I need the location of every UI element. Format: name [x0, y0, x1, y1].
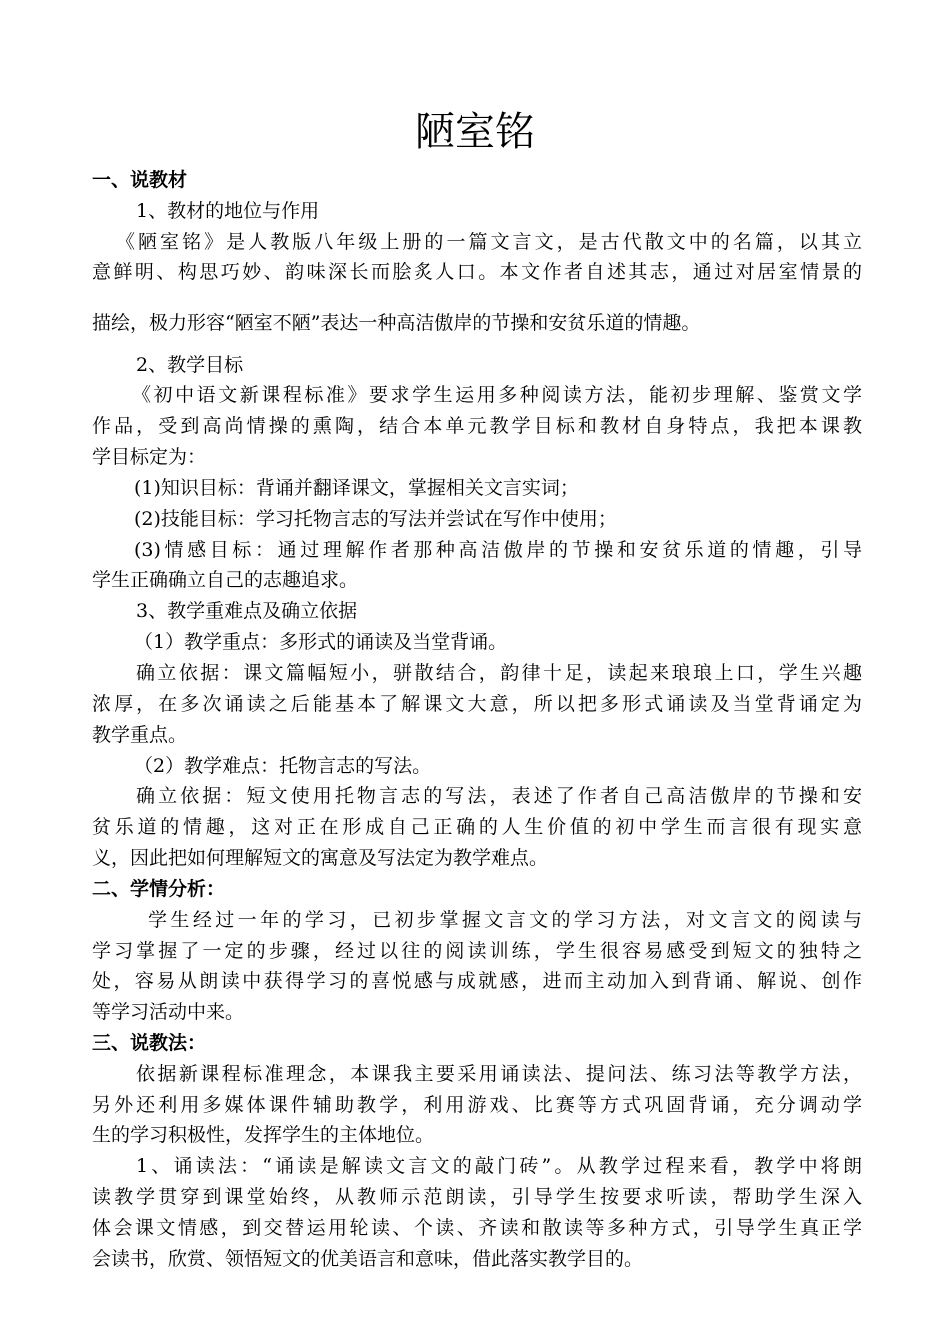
paragraph-line: 1、诵读法：“诵读是解读文言文的敲门砖”。从教学过程来看，教学中将朗	[136, 1155, 862, 1177]
paragraph-line: 意鲜明、构思巧妙、韵味深长而脍炙人口。本文作者自述其志，通过对居室情景的	[92, 261, 862, 283]
paragraph-line: 浓厚，在多次诵读之后能基本了解课文大意，所以把多形式诵读及当堂背诵定为	[92, 693, 862, 715]
key-point-item: （1）教学重点：多形式的诵读及当堂背诵。	[134, 631, 508, 653]
section-heading-teaching-methods: 三、说教法：	[92, 1032, 207, 1054]
paragraph-line: 贫乐道的情趣，这对正在形成自己正确的人生价值的初中学生而言很有现实意	[92, 816, 862, 838]
paragraph-line: 生的学习积极性，发挥学生的主体地位。	[92, 1124, 435, 1146]
paragraph-line: 会读书，欣赏、领悟短文的优美语言和意味，借此落实教学目的。	[92, 1248, 644, 1270]
section-heading-textbook: 一、说教材	[92, 169, 188, 191]
paragraph-line: 作品，受到高尚情操的熏陶，结合本单元教学目标和教材自身特点，我把本课教	[92, 415, 862, 437]
paragraph-line: 确立依据：短文使用托物言志的写法，表述了作者自己高洁傲岸的节操和安	[136, 785, 862, 807]
paragraph-line: 学目标定为：	[92, 446, 207, 468]
difficulty-item: （2）教学难点：托物言志的写法。	[134, 755, 432, 777]
paragraph-line: 义，因此把如何理解短文的寓意及写法定为教学难点。	[92, 847, 549, 869]
goal-item-emotion: (3)情感目标：通过理解作者那种高洁傲岸的节操和安贫乐道的情趣，引导	[134, 539, 862, 561]
paragraph-line: 《陋室铭》是人教版八年级上册的一篇文言文，是古代散文中的名篇，以其立	[116, 231, 862, 253]
paragraph-line: 等学习活动中来。	[92, 1001, 245, 1023]
paragraph-line: 读教学贯穿到课堂始终，从教师示范朗读，引导学生按要求听读，帮助学生深入	[92, 1186, 862, 1208]
page-title: 陋室铭	[415, 109, 535, 155]
paragraph-line: 《初中语文新课程标准》要求学生运用多种阅读方法，能初步理解、鉴赏文学	[132, 384, 862, 406]
paragraph-line: 学生正确确立自己的志趣追求。	[92, 569, 359, 591]
paragraph-line: 教学重点。	[92, 724, 188, 746]
section-heading-student-analysis: 二、学情分析：	[92, 878, 226, 900]
paragraph-line: 学生经过一年的学习，已初步掌握文言文的学习方法，对文言文的阅读与	[148, 909, 862, 931]
subheading-textbook-role: 1、教材的地位与作用	[136, 200, 320, 222]
paragraph-line: 依据新课程标准理念，本课我主要采用诵读法、提问法、练习法等教学方法，	[136, 1063, 862, 1085]
paragraph-line: 体会课文情感，到交替运用轮读、个读、齐读和散读等多种方式，引导学生真正学	[92, 1217, 862, 1239]
goal-item-knowledge: (1)知识目标：背诵并翻译课文，掌握相关文言实词；	[134, 477, 579, 499]
paragraph-line: 处，容易从朗读中获得学习的喜悦感与成就感，进而主动加入到背诵、解说、创作	[92, 970, 862, 992]
paragraph-line: 学习掌握了一定的步骤，经过以往的阅读训练，学生很容易感受到短文的独特之	[92, 940, 862, 962]
paragraph-line: 确立依据：课文篇幅短小，骈散结合，韵律十足，读起来琅琅上口，学生兴趣	[136, 662, 862, 684]
paragraph-line: 另外还利用多媒体课件辅助教学，利用游戏、比赛等方式巩固背诵，充分调动学	[92, 1094, 862, 1116]
subheading-teaching-goals: 2、教学目标	[136, 354, 244, 376]
goal-item-skill: (2)技能目标：学习托物言志的写法并尝试在写作中使用；	[134, 508, 617, 530]
subheading-key-points: 3、教学重难点及确立依据	[136, 600, 358, 622]
paragraph-line: 描绘，极力形容“陋室不陋”表达一种高洁傲岸的节操和安贫乐道的情趣。	[92, 312, 701, 334]
